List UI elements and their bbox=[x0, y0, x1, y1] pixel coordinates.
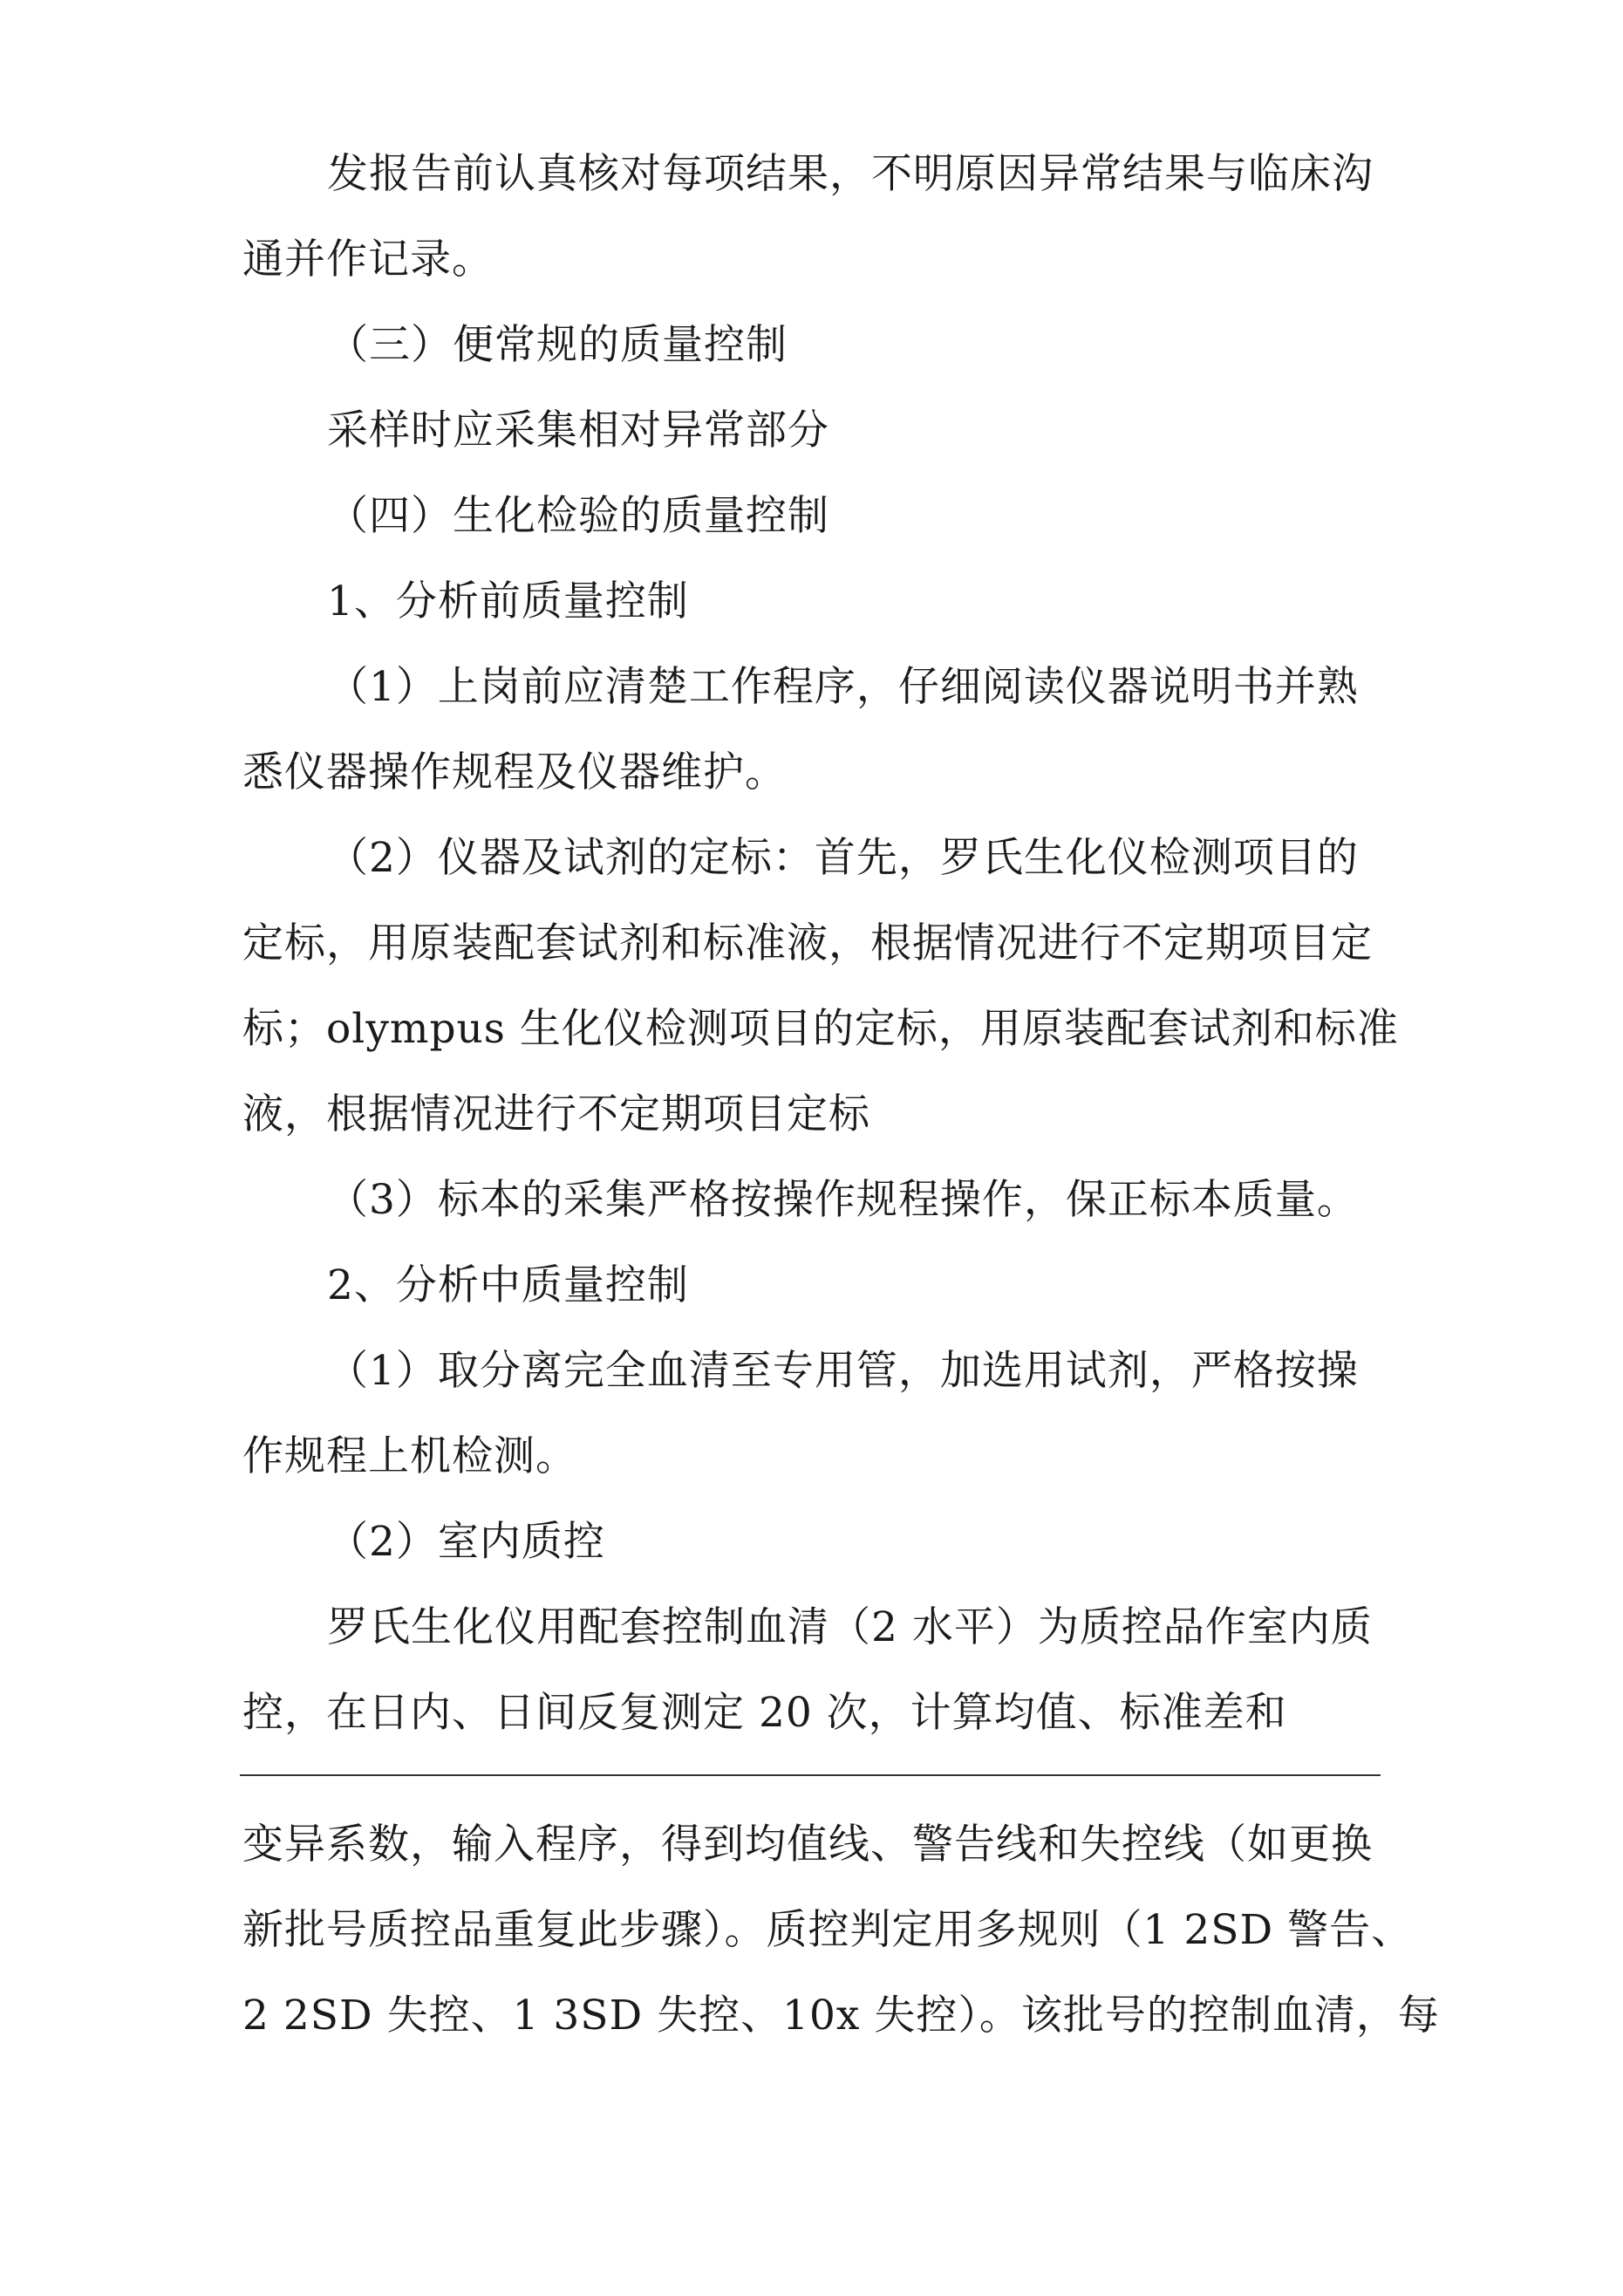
paragraph-line: 罗氏生化仪用配套控制血清（2 水平）为质控品作室内质 bbox=[327, 1603, 1373, 1651]
paragraph-line: （1）取分离完全血清至专用管，加选用试剂，严格按操 bbox=[327, 1347, 1359, 1395]
paragraph-line: 发报告前认真核对每项结果，不明原因异常结果与临床沟 bbox=[327, 150, 1374, 198]
section-heading: （四）生化检验的质量控制 bbox=[327, 492, 829, 540]
paragraph-line: （2）仪器及试剂的定标：首先，罗氏生化仪检测项目的 bbox=[327, 834, 1359, 882]
paragraph-line: （3）标本的采集严格按操作规程操作，保正标本质量。 bbox=[327, 1176, 1359, 1224]
page-break-divider bbox=[240, 1774, 1381, 1776]
paragraph-line: 2 2SD 失控、1 3SD 失控、10x 失控）。该批号的控制血清，每 bbox=[242, 1992, 1440, 2040]
paragraph-line: 采样时应采集相对异常部分 bbox=[327, 407, 829, 454]
subsection-heading: 2、分析中质量控制 bbox=[327, 1261, 689, 1309]
paragraph-line: 液，根据情况进行不定期项目定标 bbox=[242, 1090, 870, 1138]
paragraph-line: 变异系数，输入程序，得到均值线、警告线和失控线（如更换 bbox=[242, 1821, 1373, 1869]
paragraph-line: 标；olympus 生化仪检测项目的定标，用原装配套试剂和标准 bbox=[242, 1005, 1399, 1053]
subsection-heading: 1、分析前质量控制 bbox=[327, 577, 689, 625]
paragraph-line: 作规程上机检测。 bbox=[242, 1432, 577, 1480]
paragraph-line: 定标，用原装配套试剂和标准液，根据情况进行不定期项目定 bbox=[242, 919, 1373, 967]
section-heading: （三）便常规的质量控制 bbox=[327, 321, 788, 369]
paragraph-line: 悉仪器操作规程及仪器维护。 bbox=[242, 748, 787, 796]
paragraph-line: 新批号质控品重复此步骤）。质控判定用多规则（1 2SD 警告、 bbox=[242, 1906, 1414, 1954]
paragraph-line: （2）室内质控 bbox=[327, 1518, 605, 1566]
paragraph-line: 控，在日内、日间反复测定 20 次，计算均值、标准差和 bbox=[242, 1689, 1287, 1737]
paragraph-line: （1）上岗前应清楚工作程序，仔细阅读仪器说明书并熟 bbox=[327, 663, 1359, 711]
paragraph-line: 通并作记录。 bbox=[242, 236, 494, 284]
